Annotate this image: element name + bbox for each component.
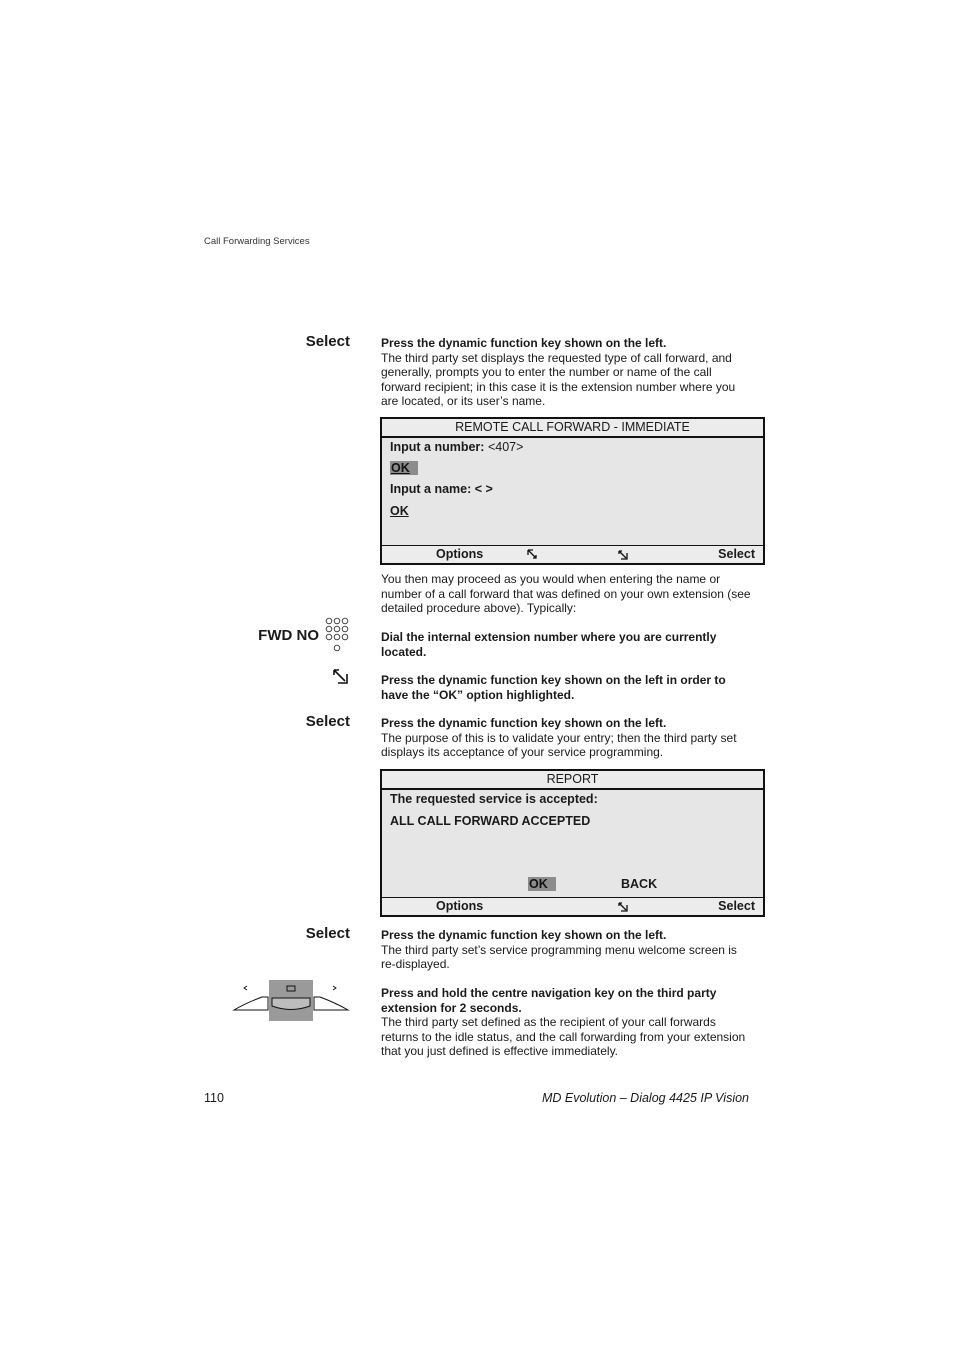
step-6-instruction: Press the dynamic function key shown on the left. <box>381 928 667 942</box>
fwd-no-key-label: FWD NO <box>258 627 319 644</box>
document-title: MD Evolution – Dialog 4425 IP Vision <box>541 1091 749 1105</box>
step-5-description: The purpose of this is to validate your entry; then the third party set displays its acceptance of your service programming. <box>381 730 737 759</box>
step-2-text <box>381 572 753 616</box>
step-2-description: You then may proceed as you would when entering the name or number of a call forward that was defined on your own extension (see detailed procedure above). Typically: <box>381 572 751 615</box>
ok-option[interactable]: OK <box>390 504 409 518</box>
page-number: 110 <box>204 1091 224 1105</box>
input-number-value: <407> <box>487 440 524 454</box>
step-1-text <box>381 336 753 409</box>
step-6-description: The third party set’s service programming menu welcome screen is re-displayed. <box>381 942 737 971</box>
down-arrow-softkey-icon[interactable] <box>617 549 629 564</box>
ok-option-highlighted[interactable] <box>528 877 556 891</box>
step-5-instruction: Press the dynamic function key shown on the left. <box>381 716 667 730</box>
select-key-label-3: Select <box>305 925 350 942</box>
step-4-instruction: Press the dynamic function key shown on the left in order to have the “OK” option highlighted. <box>381 673 726 702</box>
softkey-bar <box>382 897 763 915</box>
input-name-label: Input a name: < > <box>390 482 493 496</box>
remote-call-forward-screen <box>380 417 765 565</box>
down-arrow-key-icon <box>332 668 350 691</box>
input-number-label: Input a number: <box>390 440 485 454</box>
step-3-text <box>381 630 753 659</box>
all-call-forward-accepted-line: ALL CALL FORWARD ACCEPTED <box>390 814 591 828</box>
step-1-description: The third party set displays the requested type of call forward, and generally, prompts you to enter the number or name of the call forward recipient; in this case it is the extension number where you are located, or its user’s name. <box>381 350 736 408</box>
step-7-instruction: Press and hold the centre navigation key on the third party extension for 2 seconds. <box>381 986 717 1015</box>
ok-highlight: OK <box>390 461 418 475</box>
service-accepted-line: The requested service is accepted: <box>390 792 598 806</box>
screen-title: REPORT <box>382 771 763 790</box>
step-6-text <box>381 928 753 972</box>
options-softkey[interactable]: Options <box>436 547 484 561</box>
input-number-line <box>390 440 523 454</box>
step-1-instruction: Press the dynamic function key shown on the left. <box>381 336 667 350</box>
screen-title: REMOTE CALL FORWARD - IMMEDIATE <box>382 419 763 438</box>
down-arrow-softkey-icon[interactable] <box>617 901 629 916</box>
navigation-keys-icon <box>232 980 350 1027</box>
select-key-label-2: Select <box>305 713 350 730</box>
step-7-text <box>381 986 753 1059</box>
ok-option-highlighted[interactable] <box>390 461 418 475</box>
options-softkey[interactable]: Options <box>436 899 484 913</box>
step-3-instruction: Dial the internal extension number where you are currently located. <box>381 630 717 659</box>
select-key-label: Select <box>305 333 350 350</box>
report-screen <box>380 769 765 917</box>
select-softkey[interactable]: Select <box>718 547 755 561</box>
select-softkey[interactable]: Select <box>718 899 755 913</box>
back-option[interactable]: BACK <box>621 877 658 891</box>
up-arrow-softkey-icon[interactable] <box>526 548 538 563</box>
step-5-text <box>381 716 753 760</box>
step-4-text <box>381 673 753 702</box>
ok-highlight: OK <box>528 877 556 891</box>
step-7-description: The third party set defined as the recipient of your call forwards returns to the idle status, and the call forwarding from your extension that you just defined is effective immediately. <box>381 1015 746 1058</box>
softkey-bar <box>382 545 763 563</box>
section-header: Call Forwarding Services <box>204 236 310 247</box>
keypad-icon <box>325 617 351 658</box>
